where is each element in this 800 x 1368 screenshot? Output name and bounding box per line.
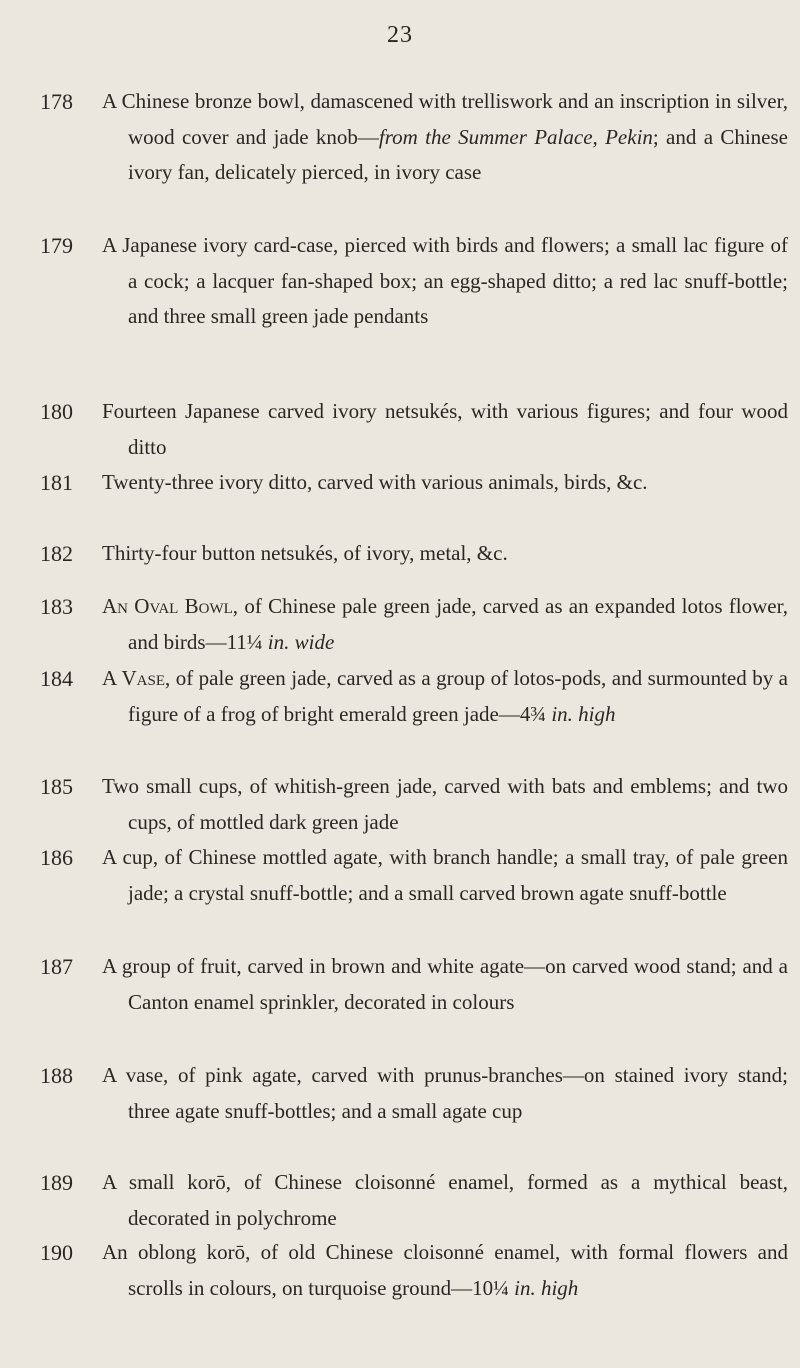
description-text: , of pale green jade, carved as a group of lotos-pods, and surmounted by a figure of a frog of bright emerald green jade—4¾ — [128, 666, 788, 726]
description-text: A vase, of pink agate, carved with prunus-branches—on stained ivory stand; three agate snuff-bottles; and a small agate cup — [102, 1063, 788, 1123]
description-text: , of Chinese pale green jade, carved as an expanded lotos flower, and birds—11¼ — [128, 594, 788, 654]
lot-number: 179 — [40, 233, 73, 258]
lot-description — [102, 1235, 788, 1306]
lot-number: 186 — [40, 845, 73, 870]
lot-description — [102, 840, 788, 911]
lot-description — [102, 536, 788, 572]
italic-text: from the Summer Palace, Pekin — [378, 124, 653, 149]
lot-description — [102, 589, 788, 660]
italic-text: in. high — [551, 701, 616, 726]
lot-number: 180 — [40, 399, 73, 424]
description-text: Two small cups, of whitish-green jade, carved with bats and emblems; and two cups, of mottled dark green jade — [102, 774, 788, 834]
lot-description — [102, 949, 788, 1020]
lot-description — [102, 661, 788, 732]
lot-description — [102, 1165, 788, 1236]
lot-number: 182 — [40, 541, 73, 566]
lot-number: 181 — [40, 470, 73, 495]
description-text: A cup, of Chinese mottled agate, with branch handle; a small tray, of pale green jade; a crystal snuff-bottle; and a small carved brown agate snuff-bottle — [102, 845, 788, 905]
description-text: Fourteen Japanese carved ivory netsukés, with various figures; and four wood ditto — [102, 399, 788, 459]
page-number: 23 — [387, 22, 413, 48]
description-text: Thirty-four button netsukés, of ivory, metal, &c. — [102, 541, 508, 565]
lot-number: 185 — [40, 774, 73, 799]
lot-number: 189 — [40, 1170, 73, 1195]
description-text: ; and a Chinese ivory fan, delicately pierced, in ivory case — [128, 124, 788, 184]
lot-number: 184 — [40, 666, 73, 691]
description-text: A small korō, of Chinese cloisonné enamel, formed as a mythical beast, decorated in polychrome — [102, 1170, 788, 1230]
lot-description — [102, 394, 788, 465]
description-text: A group of fruit, carved in brown and white agate—on carved wood stand; and a Canton enamel sprinkler, decorated in colours — [102, 954, 788, 1014]
lot-number: 178 — [40, 89, 73, 114]
description-text: A Chinese bronze bowl, damascened with trelliswork and an inscription in silver, wood cover and jade knob— — [102, 89, 788, 149]
lot-number: 188 — [40, 1063, 73, 1088]
description-text: A — [102, 666, 122, 690]
italic-text: in. high — [514, 1275, 579, 1300]
lot-description — [102, 769, 788, 840]
lot-number: 183 — [40, 594, 73, 619]
italic-text: in. wide — [267, 629, 335, 654]
lot-description — [102, 465, 788, 501]
lot-number: 190 — [40, 1240, 73, 1265]
lot-number: 187 — [40, 954, 73, 979]
lot-description — [102, 1058, 788, 1129]
description-text: An oblong korō, of old Chinese cloisonné enamel, with formal flowers and scrolls in colours, on turquoise ground—10¼ — [102, 1240, 788, 1300]
description-text: Twenty-three ivory ditto, carved with various animals, birds, &c. — [102, 470, 648, 494]
description-text: An Oval Bowl — [102, 594, 233, 618]
description-text: A Japanese ivory card-case, pierced with birds and flowers; a small lac figure of a cock; a lacquer fan-shaped box; an egg-shaped ditto; a red lac snuff-bottle; and three small green jade pendants — [102, 233, 788, 328]
lot-description — [102, 228, 788, 335]
lot-description — [102, 84, 788, 191]
description-text: Vase — [121, 666, 165, 690]
